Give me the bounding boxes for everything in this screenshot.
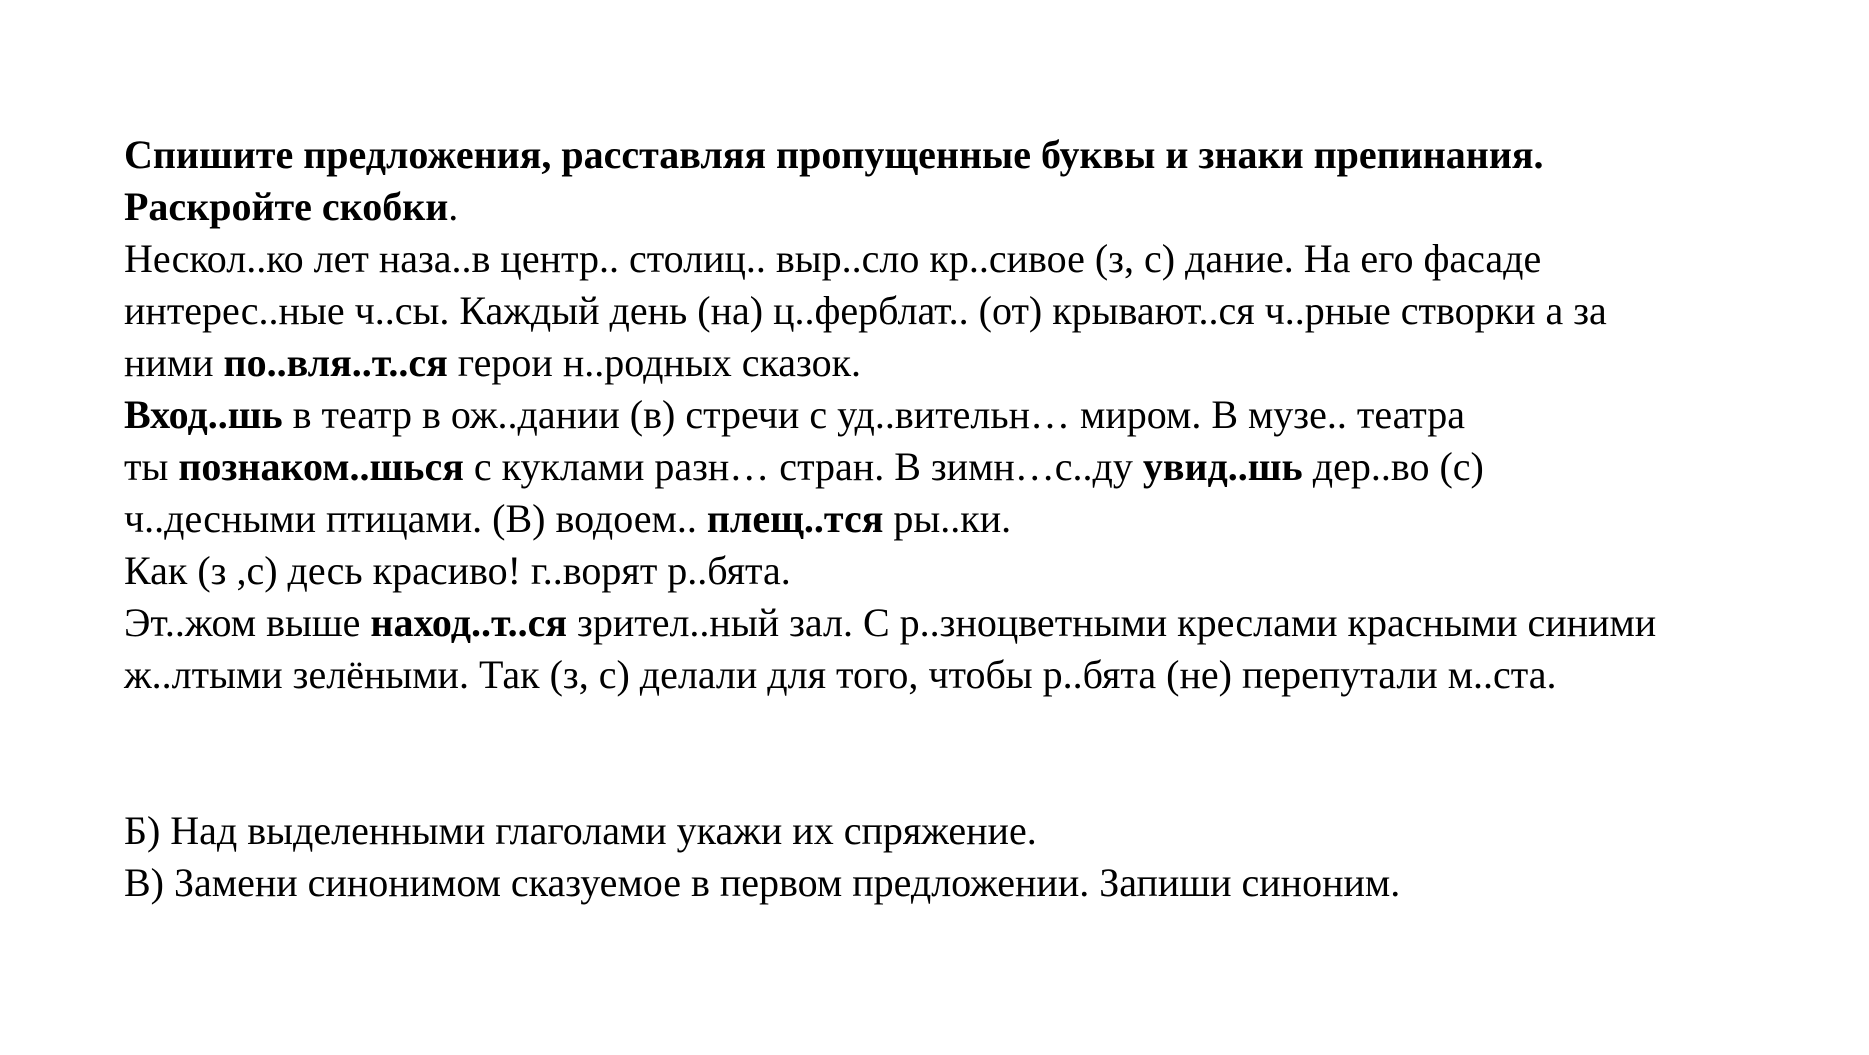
text-segment: ры..ки. bbox=[883, 496, 1012, 541]
text-segment: Эт..жом выше bbox=[124, 600, 371, 645]
text-line-2: интерес..ные ч..сы. Каждый день (на) ц..ферблат.. (от) крывают..ся ч..рные створки а за bbox=[124, 288, 1607, 333]
text-segment: дер..во (с) bbox=[1302, 444, 1484, 489]
highlighted-verb: плещ..тся bbox=[706, 496, 884, 541]
text-segment: ч..десными птицами. (В) водоем.. bbox=[124, 496, 707, 541]
text-segment: ними bbox=[124, 340, 224, 385]
task-b: Б) Над выделенными глаголами укажи их спряжение. bbox=[124, 808, 1037, 853]
text-line-4 bbox=[124, 389, 1844, 441]
text-segment: ты bbox=[124, 444, 179, 489]
highlighted-verb: по..вля..т..ся bbox=[223, 340, 448, 385]
task-v: В) Замени синонимом сказуемое в первом предложении. Запиши синоним. bbox=[124, 860, 1401, 905]
spacer bbox=[124, 701, 1844, 805]
text-line-3 bbox=[124, 337, 1844, 389]
instruction-line-1: Спишите предложения, расставляя пропущенные буквы и знаки препинания. bbox=[124, 132, 1544, 177]
text-line-9: ж..лтыми зелёными. Так (з, с) делали для того, чтобы р..бята (не) перепутали м..ста. bbox=[124, 652, 1557, 697]
text-segment: с куклами разн… стран. В зимн…с..ду bbox=[463, 444, 1143, 489]
text-line-8 bbox=[124, 597, 1844, 649]
instruction-period: . bbox=[448, 184, 459, 229]
highlighted-verb: Вход..шь bbox=[124, 392, 283, 437]
highlighted-verb: увид..шь bbox=[1142, 444, 1303, 489]
instruction-line-2 bbox=[124, 181, 1844, 233]
highlighted-verb: познаком..шься bbox=[178, 444, 464, 489]
instruction-bold: Раскройте скобки bbox=[124, 184, 449, 229]
highlighted-verb: наход..т..ся bbox=[370, 600, 568, 645]
text-segment: герои н..родных сказок. bbox=[447, 340, 862, 385]
text-line-1: Нескол..ко лет наза..в центр.. столиц.. выр..сло кр..сивое (з, с) дание. На его фасаде bbox=[124, 236, 1542, 281]
text-line-6 bbox=[124, 493, 1844, 545]
exercise-text-block bbox=[124, 129, 1844, 909]
text-segment: в театр в ож..дании (в) стречи с уд..вительн… миром. В музе.. театра bbox=[282, 392, 1466, 437]
text-line-7: Как (з ,с) десь красиво! г..ворят р..бята. bbox=[124, 548, 791, 593]
text-line-5 bbox=[124, 441, 1844, 493]
text-segment: зрител..ный зал. С р..зноцветными креслами красными синими bbox=[567, 600, 1657, 645]
